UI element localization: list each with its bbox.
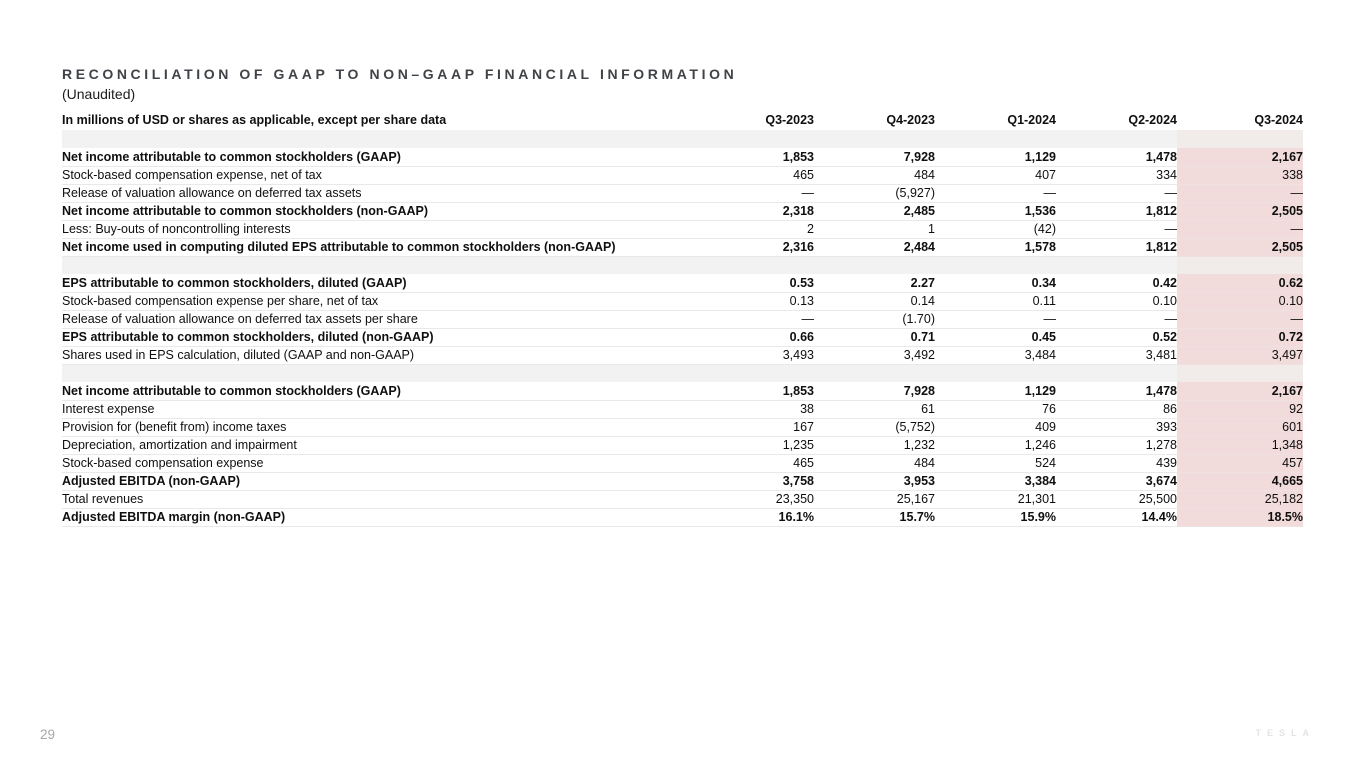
table-row bbox=[62, 238, 1303, 256]
cell-value: 25,182 bbox=[1177, 490, 1303, 508]
cell-value: 0.52 bbox=[1056, 328, 1177, 346]
cell-value: 1,129 bbox=[935, 148, 1056, 166]
row-label: Less: Buy-outs of noncontrolling interests bbox=[62, 220, 693, 238]
table-row bbox=[62, 454, 1303, 472]
cell-value: 61 bbox=[814, 400, 935, 418]
cell-value: 1,478 bbox=[1056, 382, 1177, 400]
row-label: Adjusted EBITDA margin (non-GAAP) bbox=[62, 508, 693, 526]
cell-value: 38 bbox=[693, 400, 814, 418]
cell-value: 0.14 bbox=[814, 292, 935, 310]
row-label: Stock-based compensation expense per share, net of tax bbox=[62, 292, 693, 310]
cell-value: — bbox=[1177, 310, 1303, 328]
cell-value: 457 bbox=[1177, 454, 1303, 472]
cell-value: 7,928 bbox=[814, 148, 935, 166]
cell-value: 409 bbox=[935, 418, 1056, 436]
column-header-q1-2024: Q1-2024 bbox=[1007, 113, 1056, 127]
section-spacer-row bbox=[62, 130, 1303, 148]
cell-value: 1,578 bbox=[935, 238, 1056, 256]
cell-value: 14.4% bbox=[1056, 508, 1177, 526]
cell-value: — bbox=[693, 310, 814, 328]
cell-value: 1,853 bbox=[693, 148, 814, 166]
cell-value: 334 bbox=[1056, 166, 1177, 184]
cell-value: 465 bbox=[693, 454, 814, 472]
cell-value: 393 bbox=[1056, 418, 1177, 436]
cell-value: 18.5% bbox=[1177, 508, 1303, 526]
cell-value: — bbox=[1177, 184, 1303, 202]
cell-value: 3,493 bbox=[693, 346, 814, 364]
table-row bbox=[62, 490, 1303, 508]
cell-value: 0.66 bbox=[693, 328, 814, 346]
cell-value: 2,167 bbox=[1177, 148, 1303, 166]
cell-value: 1,812 bbox=[1056, 238, 1177, 256]
row-label: Net income attributable to common stockholders (GAAP) bbox=[62, 148, 693, 166]
cell-value: (5,927) bbox=[814, 184, 935, 202]
cell-value: 1,246 bbox=[935, 436, 1056, 454]
cell-value: 2,485 bbox=[814, 202, 935, 220]
row-label: Stock-based compensation expense, net of tax bbox=[62, 166, 693, 184]
table-row bbox=[62, 328, 1303, 346]
table-row bbox=[62, 508, 1303, 526]
table-row bbox=[62, 274, 1303, 292]
section-spacer-row bbox=[62, 256, 1303, 274]
table-row bbox=[62, 148, 1303, 166]
reconciliation-table bbox=[62, 110, 1303, 527]
cell-value: 7,928 bbox=[814, 382, 935, 400]
table-row bbox=[62, 472, 1303, 490]
row-label: Stock-based compensation expense bbox=[62, 454, 693, 472]
row-label: Net income used in computing diluted EPS attributable to common stockholders (non-GAAP) bbox=[62, 238, 693, 256]
table-row bbox=[62, 418, 1303, 436]
cell-value: 3,484 bbox=[935, 346, 1056, 364]
table-row bbox=[62, 202, 1303, 220]
cell-value: — bbox=[1056, 310, 1177, 328]
cell-value: — bbox=[693, 184, 814, 202]
cell-value: — bbox=[1177, 220, 1303, 238]
table-row bbox=[62, 382, 1303, 400]
cell-value: 2,318 bbox=[693, 202, 814, 220]
spacer-cell bbox=[62, 256, 1177, 274]
cell-value: 338 bbox=[1177, 166, 1303, 184]
slide-content bbox=[62, 66, 1303, 527]
spacer-cell bbox=[62, 364, 1177, 382]
cell-value: 25,500 bbox=[1056, 490, 1177, 508]
row-label: Net income attributable to common stockholders (GAAP) bbox=[62, 382, 693, 400]
cell-value: 465 bbox=[693, 166, 814, 184]
cell-value: 484 bbox=[814, 166, 935, 184]
page-number: 29 bbox=[40, 727, 56, 742]
cell-value: 0.42 bbox=[1056, 274, 1177, 292]
cell-value: 1,853 bbox=[693, 382, 814, 400]
table-row bbox=[62, 310, 1303, 328]
cell-value: 167 bbox=[693, 418, 814, 436]
cell-value: (42) bbox=[935, 220, 1056, 238]
cell-value: 0.72 bbox=[1177, 328, 1303, 346]
cell-value: 2.27 bbox=[814, 274, 935, 292]
spacer-cell bbox=[62, 130, 1177, 148]
table-body bbox=[62, 130, 1303, 526]
page-subtitle: (Unaudited) bbox=[62, 86, 136, 102]
page-title: RECONCILIATION OF GAAP TO NON–GAAP FINANCIAL INFORMATION bbox=[62, 66, 738, 82]
cell-value: — bbox=[1056, 220, 1177, 238]
column-header-q2-2024: Q2-2024 bbox=[1128, 113, 1177, 127]
row-label: Release of valuation allowance on deferred tax assets per share bbox=[62, 310, 693, 328]
cell-value: 484 bbox=[814, 454, 935, 472]
cell-value: 0.10 bbox=[1177, 292, 1303, 310]
cell-value: 0.53 bbox=[693, 274, 814, 292]
cell-value: 16.1% bbox=[693, 508, 814, 526]
row-label: Total revenues bbox=[62, 490, 693, 508]
cell-value: — bbox=[935, 184, 1056, 202]
cell-value: 2,505 bbox=[1177, 202, 1303, 220]
cell-value: 1,478 bbox=[1056, 148, 1177, 166]
cell-value: 601 bbox=[1177, 418, 1303, 436]
cell-value: 1,812 bbox=[1056, 202, 1177, 220]
spacer-cell-highlight bbox=[1177, 130, 1303, 148]
cell-value: 3,953 bbox=[814, 472, 935, 490]
cell-value: 2,316 bbox=[693, 238, 814, 256]
table-row bbox=[62, 346, 1303, 364]
cell-value: 0.11 bbox=[935, 292, 1056, 310]
table-header-label: In millions of USD or shares as applicable, except per share data bbox=[62, 113, 447, 127]
cell-value: 1,129 bbox=[935, 382, 1056, 400]
row-label: EPS attributable to common stockholders, diluted (non-GAAP) bbox=[62, 328, 693, 346]
table-row bbox=[62, 220, 1303, 238]
column-header-q3-2024: Q3-2024 bbox=[1254, 113, 1303, 127]
cell-value: 2,167 bbox=[1177, 382, 1303, 400]
cell-value: 1,278 bbox=[1056, 436, 1177, 454]
row-label: EPS attributable to common stockholders, diluted (GAAP) bbox=[62, 274, 693, 292]
row-label: Adjusted EBITDA (non-GAAP) bbox=[62, 472, 693, 490]
spacer-cell-highlight bbox=[1177, 256, 1303, 274]
cell-value: 2 bbox=[693, 220, 814, 238]
cell-value: 1,235 bbox=[693, 436, 814, 454]
cell-value: 1 bbox=[814, 220, 935, 238]
cell-value: 15.9% bbox=[935, 508, 1056, 526]
cell-value: 25,167 bbox=[814, 490, 935, 508]
cell-value: 1,348 bbox=[1177, 436, 1303, 454]
cell-value: 0.13 bbox=[693, 292, 814, 310]
cell-value: (5,752) bbox=[814, 418, 935, 436]
cell-value: 86 bbox=[1056, 400, 1177, 418]
table-row bbox=[62, 400, 1303, 418]
table-row bbox=[62, 166, 1303, 184]
cell-value: 0.10 bbox=[1056, 292, 1177, 310]
cell-value: 1,232 bbox=[814, 436, 935, 454]
cell-value: 0.45 bbox=[935, 328, 1056, 346]
row-label: Release of valuation allowance on deferred tax assets bbox=[62, 184, 693, 202]
cell-value: 3,492 bbox=[814, 346, 935, 364]
cell-value: 3,481 bbox=[1056, 346, 1177, 364]
cell-value: 3,674 bbox=[1056, 472, 1177, 490]
cell-value: 2,505 bbox=[1177, 238, 1303, 256]
cell-value: 4,665 bbox=[1177, 472, 1303, 490]
table-row bbox=[62, 292, 1303, 310]
row-label: Provision for (benefit from) income taxes bbox=[62, 418, 693, 436]
table-header-row bbox=[62, 110, 1303, 130]
row-label: Shares used in EPS calculation, diluted (GAAP and non-GAAP) bbox=[62, 346, 693, 364]
column-header-q3-2023: Q3-2023 bbox=[765, 113, 814, 127]
cell-value: 1,536 bbox=[935, 202, 1056, 220]
cell-value: 439 bbox=[1056, 454, 1177, 472]
cell-value: 0.34 bbox=[935, 274, 1056, 292]
cell-value: 92 bbox=[1177, 400, 1303, 418]
cell-value: 3,497 bbox=[1177, 346, 1303, 364]
cell-value: 76 bbox=[935, 400, 1056, 418]
cell-value: 3,384 bbox=[935, 472, 1056, 490]
row-label: Net income attributable to common stockholders (non-GAAP) bbox=[62, 202, 693, 220]
tesla-logo: TESLA bbox=[1255, 728, 1315, 738]
cell-value: 21,301 bbox=[935, 490, 1056, 508]
row-label: Interest expense bbox=[62, 400, 693, 418]
cell-value: 2,484 bbox=[814, 238, 935, 256]
spacer-cell-highlight bbox=[1177, 364, 1303, 382]
section-spacer-row bbox=[62, 364, 1303, 382]
cell-value: 0.62 bbox=[1177, 274, 1303, 292]
cell-value: 0.71 bbox=[814, 328, 935, 346]
row-label: Depreciation, amortization and impairment bbox=[62, 436, 693, 454]
cell-value: — bbox=[935, 310, 1056, 328]
cell-value: 524 bbox=[935, 454, 1056, 472]
cell-value: 23,350 bbox=[693, 490, 814, 508]
cell-value: 407 bbox=[935, 166, 1056, 184]
cell-value: 3,758 bbox=[693, 472, 814, 490]
cell-value: 15.7% bbox=[814, 508, 935, 526]
cell-value: — bbox=[1056, 184, 1177, 202]
cell-value: (1.70) bbox=[814, 310, 935, 328]
table-row bbox=[62, 436, 1303, 454]
table-row bbox=[62, 184, 1303, 202]
column-header-q4-2023: Q4-2023 bbox=[886, 113, 935, 127]
